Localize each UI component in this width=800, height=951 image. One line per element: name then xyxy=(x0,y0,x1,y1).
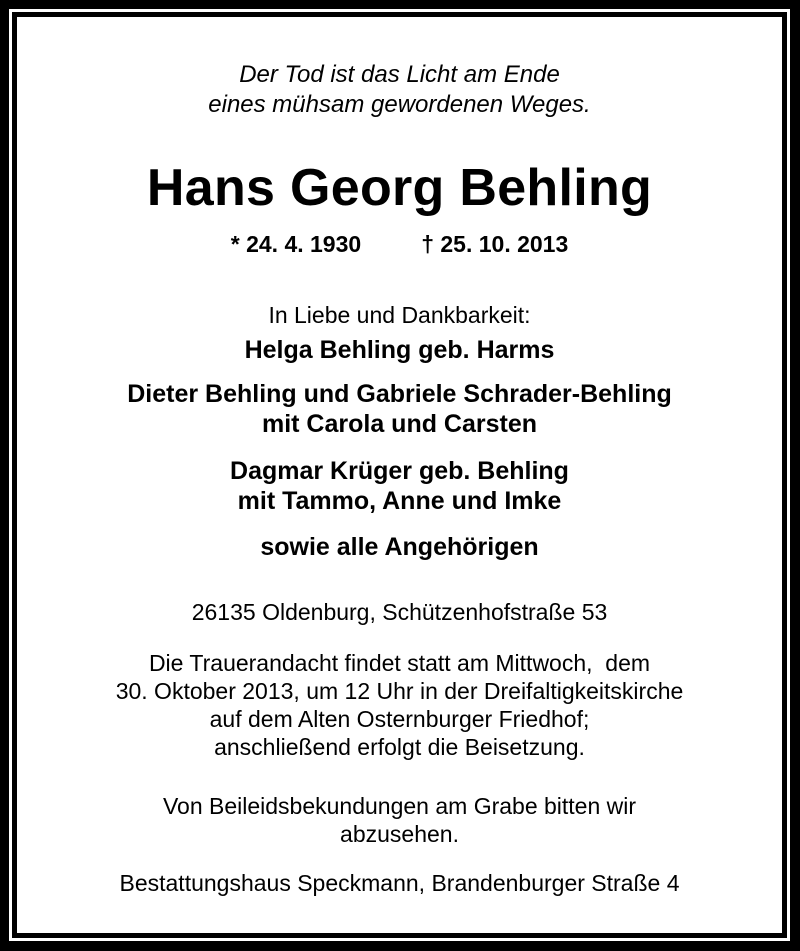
inner-border xyxy=(12,12,787,938)
motto-line: eines mühsam gewordenen Weges. xyxy=(208,91,591,118)
condolences-line: abzusehen. xyxy=(340,821,459,847)
deceased-name: Hans Georg Behling xyxy=(146,159,653,217)
service-details xyxy=(17,649,782,761)
mourner-group-son xyxy=(17,379,782,439)
outer-border-gap xyxy=(9,9,790,941)
family-address: 26135 Oldenburg, Schützenhofstraße 53 xyxy=(191,599,608,625)
motto-quote xyxy=(17,60,782,120)
mourner-line: Dagmar Krüger geb. Behling xyxy=(230,457,569,485)
funeral-home: Bestattungshaus Speckmann, Brandenburger Straße 4 xyxy=(119,870,680,896)
mourner-line: mit Tammo, Anne und Imke xyxy=(237,487,562,515)
birth-date: * 24. 4. 1930 xyxy=(230,231,362,257)
mourner-line: Dieter Behling und Gabriele Schrader-Behling xyxy=(127,380,672,408)
obituary-notice xyxy=(17,17,782,933)
service-line: anschließend erfolgt die Beisetzung. xyxy=(214,734,585,760)
mourners-intro: In Liebe und Dankbarkeit: xyxy=(268,302,531,328)
condolences-line: Von Beileidsbekundungen am Grabe bitten wir xyxy=(162,793,637,819)
mourner-line: Helga Behling geb. Harms xyxy=(244,336,555,364)
service-line: 30. Oktober 2013, um 12 Uhr in der Dreifaltigkeitskirche xyxy=(115,678,684,704)
service-line: Die Trauerandacht findet statt am Mittwoch, dem xyxy=(148,650,651,676)
service-line: auf dem Alten Osternburger Friedhof; xyxy=(209,706,590,732)
mourner-group-daughter xyxy=(17,456,782,516)
death-date: † 25. 10. 2013 xyxy=(421,231,569,257)
life-dates xyxy=(17,230,782,258)
mourner-line: sowie alle Angehörigen xyxy=(260,533,539,561)
mourner-line: mit Carola und Carsten xyxy=(261,410,538,438)
mourner-group-widow xyxy=(17,335,782,365)
mourner-group-relatives xyxy=(17,532,782,562)
motto-line: Der Tod ist das Licht am Ende xyxy=(239,61,560,88)
condolences-note xyxy=(17,792,782,848)
